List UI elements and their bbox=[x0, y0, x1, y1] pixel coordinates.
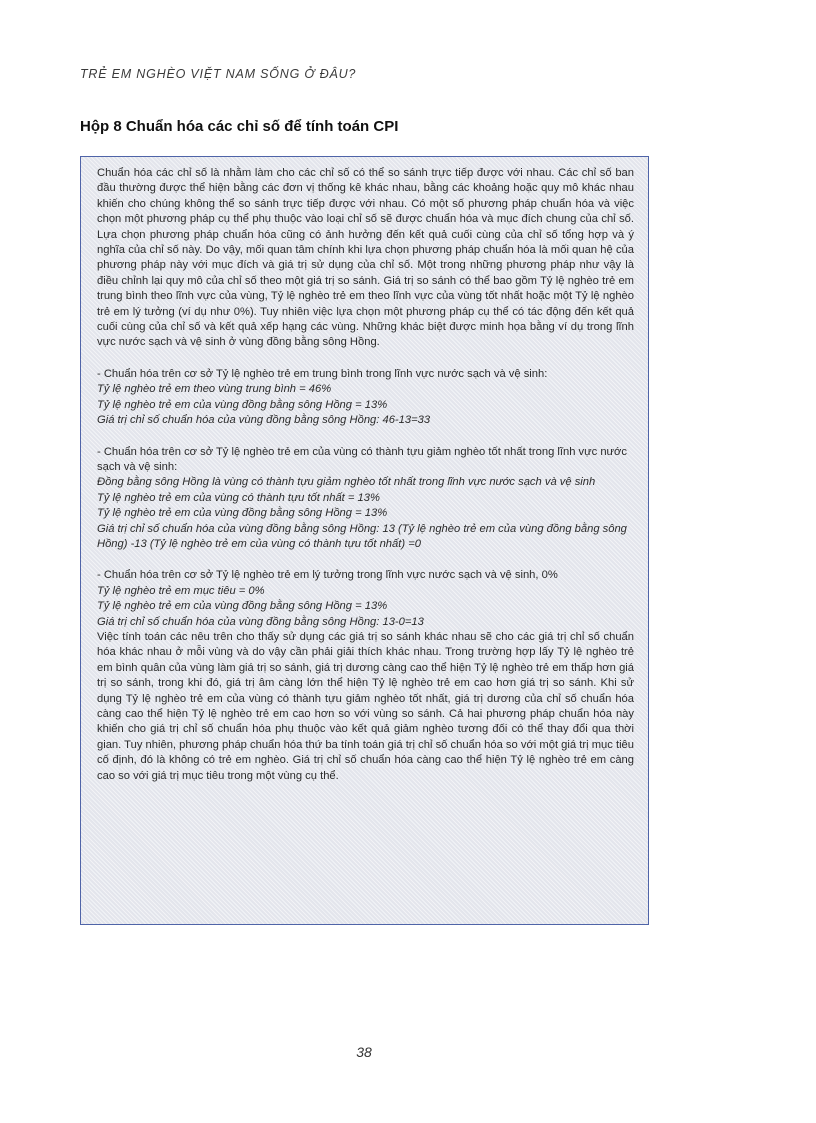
example-average-line: Giá trị chỉ số chuẩn hóa của vùng đồng bằng sông Hồng: 46-13=33 bbox=[97, 414, 431, 427]
example-ideal-line: Giá trị chỉ số chuẩn hóa của vùng đồng bằng sông Hồng: 13-0=13 bbox=[97, 615, 424, 628]
example-best-line: Tỷ lệ nghèo trẻ em của vùng đồng bằng sông Hồng = 13% bbox=[97, 507, 388, 520]
example-average-heading: - Chuẩn hóa trên cơ sở Tỷ lệ nghèo trẻ em trung bình trong lĩnh vực nước sạch và vệ sinh: bbox=[97, 367, 548, 380]
example-ideal bbox=[97, 568, 634, 630]
example-average bbox=[97, 367, 634, 429]
example-best bbox=[97, 445, 634, 553]
page-number: 38 bbox=[356, 1044, 372, 1060]
text-box bbox=[80, 156, 649, 925]
example-average-line: Tỷ lệ nghèo trẻ em theo vùng trung bình = 46% bbox=[97, 383, 332, 396]
example-ideal-line: Tỷ lệ nghèo trẻ em của vùng đồng bằng sông Hồng = 13% bbox=[97, 600, 388, 613]
example-average-line: Tỷ lệ nghèo trẻ em của vùng đồng bằng sông Hồng = 13% bbox=[97, 398, 388, 411]
intro-paragraph: Chuẩn hóa các chỉ số là nhằm làm cho các chỉ số có thể so sánh trực tiếp được với nhau. Các chỉ số ban đầu thường được thể hiện bằng các đơn vị thống kê khác nhau, bằng các khoảng hoặc quy mô khác nhau khiến cho chúng không thể so sánh trực tiếp được với nhau. Có một số phương pháp chuẩn hóa và việc chọn một phương pháp cụ thể phụ thuộc vào loại chỉ số sẽ được chuẩn hóa và mục đích chung của chỉ số. Lựa chọn phương pháp chuẩn hóa cũng có ảnh hưởng đến kết quả cuối cùng của chỉ số tổng hợp và ý nghĩa của chỉ số này. Do vậy, mối quan tâm chính khi lựa chọn phương pháp chuẩn hóa là mối quan hệ của phương pháp này với mục đích và giá trị sử dụng của chỉ số. Một trong những phương pháp như vậy là điều chỉnh lại quy mô của chỉ số theo một giá trị so sánh. Giá trị so sánh có thể bao gồm Tỷ lệ nghèo trẻ em trung bình theo lĩnh vực của vùng, Tỷ lệ nghèo trẻ em theo lĩnh vực của vùng tốt nhất hoặc một Tỷ lệ nghèo trẻ em lý tưởng (ví dụ như 0%). Tuy nhiên việc lựa chọn một phương pháp cụ thể có tác động đến kết quả cuối cùng của chỉ số và kết quả xếp hạng các vùng. Những khác biệt được minh họa bằng ví dụ trong lĩnh vực nước sạch và vệ sinh ở vùng đồng bằng sông Hồng. bbox=[97, 167, 634, 349]
example-best-line: Giá trị chỉ số chuẩn hóa của vùng đồng bằng sông Hồng: 13 (Tỷ lệ nghèo trẻ em của vùng đồng bằng sông Hồng) -13 (Tỷ lệ nghèo trẻ em của vùng có thành tựu tốt nhất) =0 bbox=[97, 522, 627, 550]
example-best-line: Tỷ lệ nghèo trẻ em của vùng có thành tựu tốt nhất = 13% bbox=[97, 491, 380, 504]
example-best-heading: - Chuẩn hóa trên cơ sở Tỷ lệ nghèo trẻ em của vùng có thành tựu giảm nghèo tốt nhất trong lĩnh vực nước sạch và vệ sinh: bbox=[97, 445, 627, 473]
example-ideal-line: Tỷ lệ nghèo trẻ em mục tiêu = 0% bbox=[97, 584, 265, 597]
box-title: Hộp 8 Chuẩn hóa các chỉ số để tính toán CPI bbox=[80, 118, 399, 135]
example-ideal-heading: - Chuẩn hóa trên cơ sở Tỷ lệ nghèo trẻ em lý tưởng trong lĩnh vực nước sạch và vệ sinh, 0% bbox=[97, 569, 558, 582]
example-best-line: Đồng bằng sông Hồng là vùng có thành tựu giảm nghèo tốt nhất trong lĩnh vực nước sạch và vệ sinh bbox=[97, 476, 596, 489]
running-header: TRẺ EM NGHÈO VIỆT NAM SỐNG Ở ĐÂU? bbox=[80, 67, 357, 81]
closing-paragraph: Việc tính toán các nêu trên cho thấy sử dụng các giá trị so sánh khác nhau sẽ cho các giá trị chỉ số chuẩn hóa khác nhau ở mỗi vùng và do vậy cần phải giải thích khác nhau. Trong trường hợp lấy Tỷ lệ nghèo trẻ em bình quân của vùng làm giá trị so sánh, giá trị dương càng cao thể hiện Tỷ lệ nghèo trẻ em thấp hơn giá trị so sánh, trong khi đó, giá trị âm càng lớn thể hiện Tỷ lệ nghèo trẻ em cao hơn giá trị so sánh. Khi sử dụng Tỷ lệ nghèo trẻ em của vùng có thành tựu giảm nghèo tốt nhất, giá trị dương của chỉ số chuẩn hóa càng cao thể hiện Tỷ lệ nghèo trẻ em cao hơn so với vùng so sánh. Cả hai phương pháp chuẩn hóa này khiến cho giá trị chỉ số chuẩn hóa phụ thuộc vào kết quả giảm nghèo tương đối có thể thay đổi qua thời gian. Tuy nhiên, phương pháp chuẩn hóa thứ ba tính toán giá trị chỉ số chuẩn hóa so với một giá trị mục tiêu cố định, đó là không có trẻ em nghèo. Giá trị chỉ số chuẩn hóa càng cao thể hiện Tỷ lệ nghèo trẻ em càng cao so với giá trị mục tiêu trong một vùng cụ thể. bbox=[97, 630, 634, 782]
